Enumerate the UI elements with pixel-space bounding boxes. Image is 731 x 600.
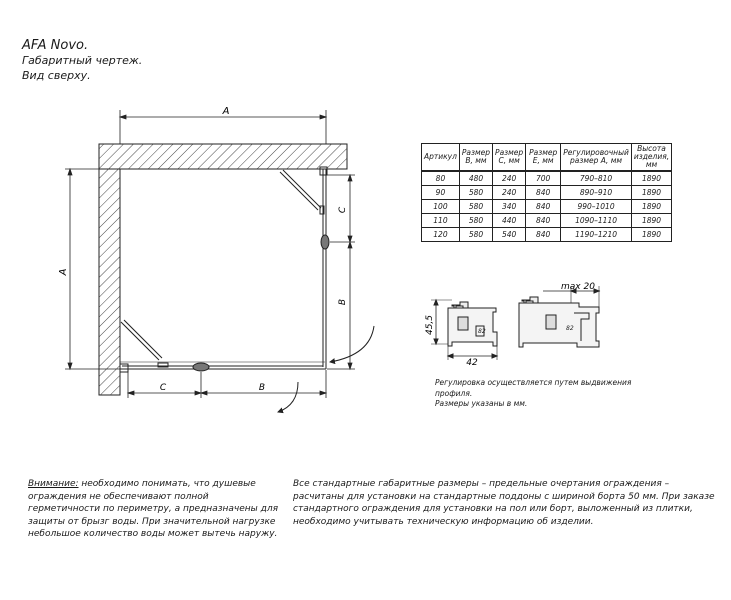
cell-b: 580	[459, 200, 492, 214]
wall-top	[99, 144, 347, 169]
table-row	[422, 214, 672, 228]
wall-left	[99, 169, 120, 395]
cell-height: 1890	[631, 228, 671, 242]
cell-c: 240	[493, 171, 526, 186]
cell-article: 100	[422, 200, 460, 214]
cell-b: 580	[459, 228, 492, 242]
warning-note	[28, 478, 278, 541]
cell-b: 580	[459, 186, 492, 200]
cell-article: 110	[422, 214, 460, 228]
cell-e: 840	[526, 214, 561, 228]
cell-article: 90	[422, 186, 460, 200]
col-height: Высота изделия, мм	[631, 144, 671, 172]
cell-a: 1190–1210	[561, 228, 632, 242]
table-header-row	[422, 144, 672, 172]
cell-a: 990–1010	[561, 200, 632, 214]
cell-b: 480	[459, 171, 492, 186]
cell-c: 440	[493, 214, 526, 228]
table-row	[422, 171, 672, 186]
profile-width-label: 42	[466, 358, 478, 368]
dim-right-cb	[327, 175, 355, 369]
profile-max-label: max 20	[561, 282, 595, 292]
dim-left-label: A	[58, 268, 69, 276]
cell-height: 1890	[631, 186, 671, 200]
col-size-e: Размер E, мм	[526, 144, 561, 172]
adjustment-notes	[435, 378, 631, 410]
note-line: Размеры указаны в мм.	[435, 399, 528, 408]
cell-c: 240	[493, 186, 526, 200]
cell-b: 580	[459, 214, 492, 228]
cell-c: 340	[493, 200, 526, 214]
product-title: AFA Novo.	[22, 38, 89, 53]
dim-right-b-label: B	[338, 298, 348, 306]
cell-e: 700	[526, 171, 561, 186]
cell-e: 840	[526, 228, 561, 242]
cell-a: 790–810	[561, 171, 632, 186]
cell-a: 1090–1110	[561, 214, 632, 228]
warning-label: Внимание:	[28, 479, 79, 489]
standard-sizes-note: Все стандартные габаритные размеры – предельные очертания ограждения – расчитаны для установки на стандартные поддоны с шириной борта 50 мм. При заказе стандартного ограждения для установки на пол или борт, выложенный из плитки, необходимо учитывать техническую информацию об изделии.	[293, 479, 715, 527]
warning-text: необходимо понимать, что душевые ограждения не обеспечивают полной герметичности по периметру, а предназначены для защиты от брызг воды. При значительной нагрузке небольшое количество воды может вытечь наружу.	[28, 479, 278, 539]
svg-text:82: 82	[478, 328, 486, 335]
cell-a: 890–910	[561, 186, 632, 200]
dim-bottom-b-label: B	[258, 383, 266, 393]
note-line: профиля.	[435, 388, 473, 398]
profile-height-label: 45,5	[425, 314, 435, 336]
cell-height: 1890	[631, 171, 671, 186]
dim-right-c-label: C	[338, 206, 348, 214]
svg-text:82: 82	[566, 325, 574, 332]
cell-e: 840	[526, 200, 561, 214]
profile-section-extended	[519, 286, 600, 347]
dimensions-table	[421, 143, 672, 242]
cell-height: 1890	[631, 200, 671, 214]
col-adjust-a: Регулировочный размер А, мм	[561, 144, 632, 172]
col-size-b: Размер B, мм	[459, 144, 492, 172]
cell-e: 840	[526, 186, 561, 200]
note-line: Регулировка осуществляется путем выдвижения	[435, 378, 632, 387]
col-article: Артикул	[422, 144, 460, 172]
cell-article: 80	[422, 171, 460, 186]
cell-article: 120	[422, 228, 460, 242]
cell-height: 1890	[631, 214, 671, 228]
drawing-subtitle: Габаритный чертеж.	[22, 54, 143, 67]
right-door-panel	[280, 170, 374, 362]
profile-section-adjusted	[431, 300, 497, 360]
table-row	[422, 200, 672, 214]
table-row	[422, 186, 672, 200]
enclosure-outline	[120, 167, 327, 372]
dim-bottom-c-label: C	[159, 383, 167, 393]
view-label: Вид сверху.	[22, 69, 91, 82]
cell-c: 540	[493, 228, 526, 242]
dim-top-label: A	[222, 106, 230, 117]
table-row	[422, 228, 672, 242]
col-size-c: Размер C, мм	[493, 144, 526, 172]
